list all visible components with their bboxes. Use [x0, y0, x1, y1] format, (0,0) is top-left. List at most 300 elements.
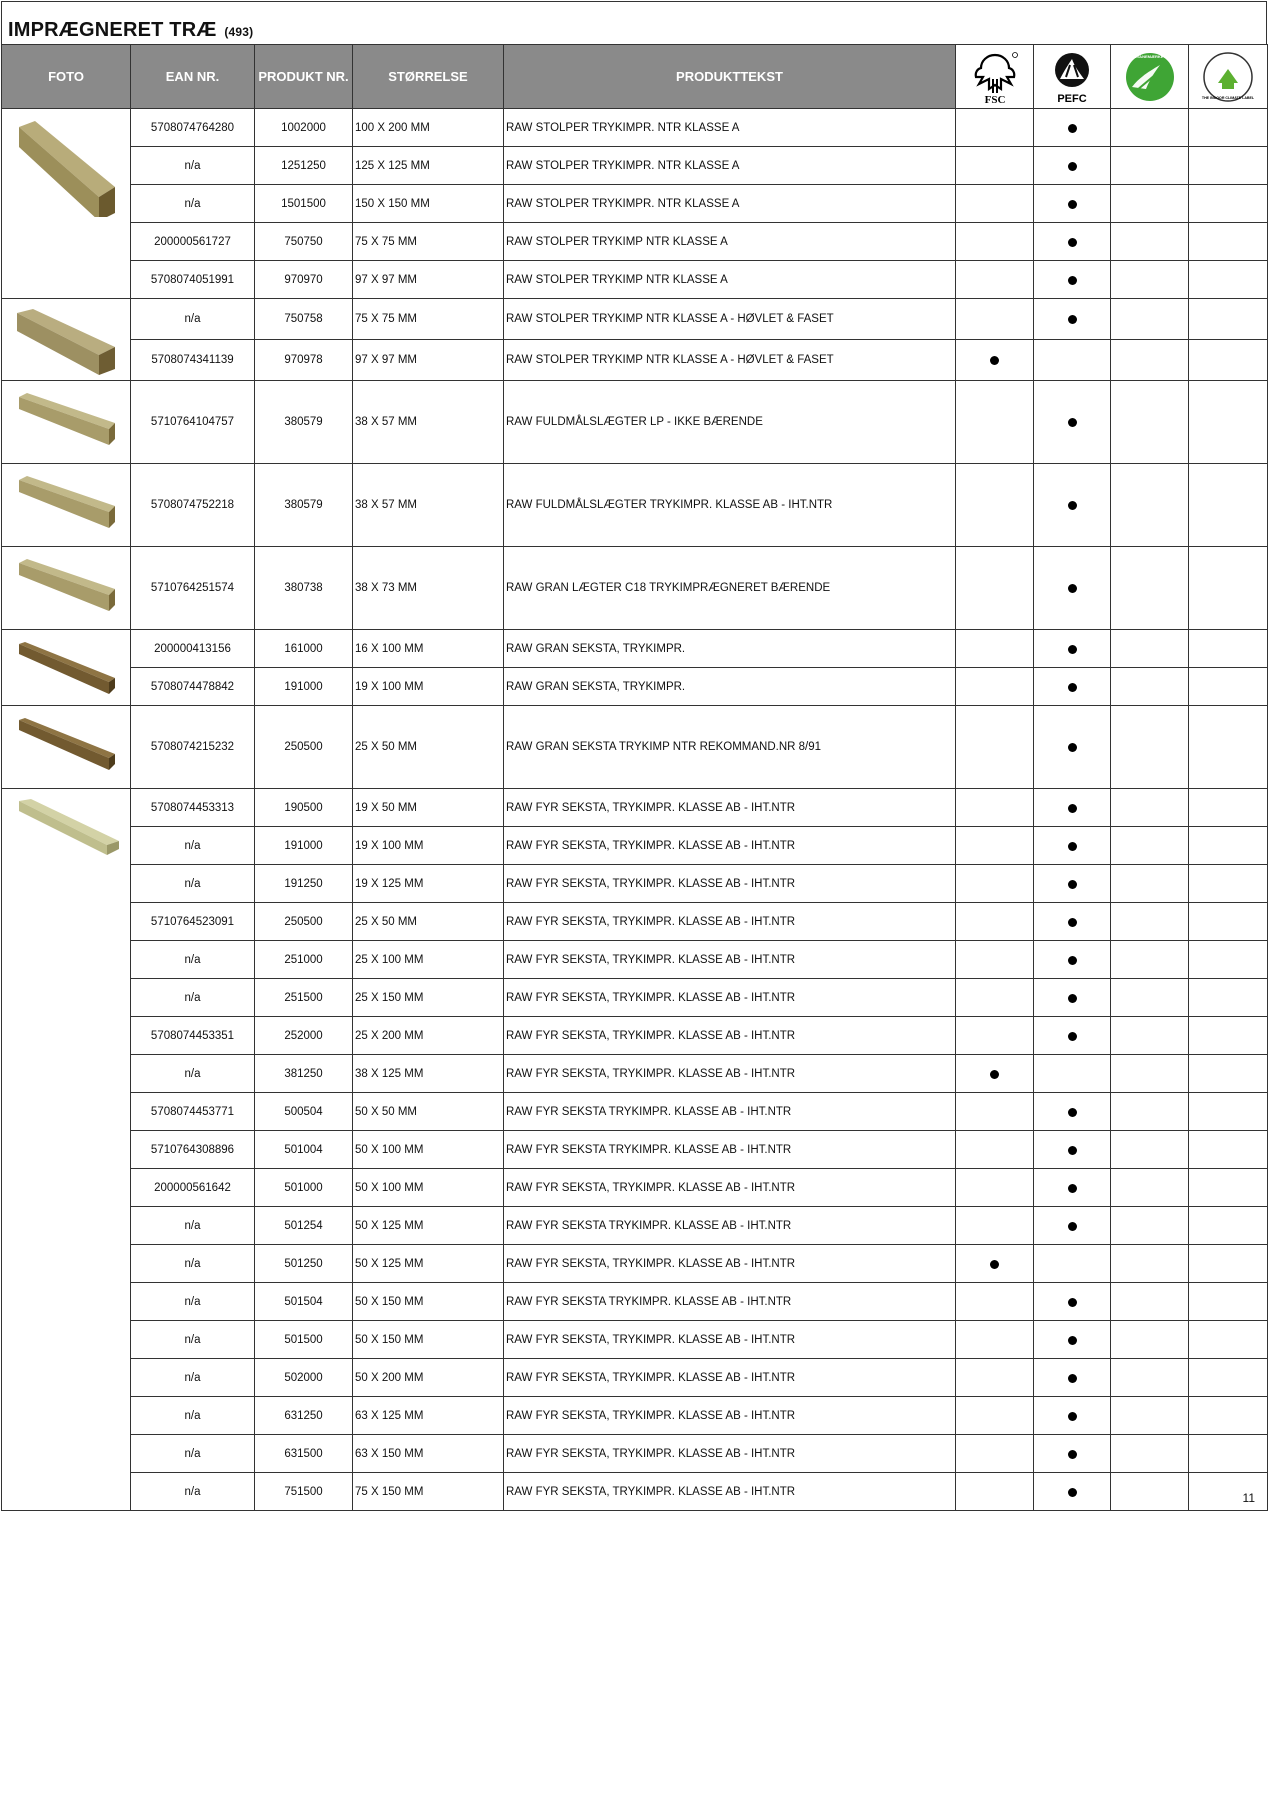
- indoor-cell: [1189, 147, 1268, 185]
- swan-cell: [1111, 1207, 1189, 1245]
- swan-cell: [1111, 1473, 1189, 1511]
- fsc-cell: [956, 185, 1034, 223]
- table-row: [2, 1321, 1268, 1359]
- pefc-cell: [1034, 630, 1111, 668]
- pefc-cell: [1034, 109, 1111, 147]
- text-cell: RAW GRAN SEKSTA, TRYKIMPR.: [504, 668, 956, 706]
- table-row: [2, 1245, 1268, 1283]
- indoor-cell: [1189, 185, 1268, 223]
- fsc-cell: [956, 1131, 1034, 1169]
- swan-cell: [1111, 340, 1189, 381]
- produkt-cell: 191000: [255, 827, 353, 865]
- table-row: [2, 1169, 1268, 1207]
- swan-cell: [1111, 1017, 1189, 1055]
- pefc-cell: [1034, 147, 1111, 185]
- ean-cell: n/a: [131, 865, 255, 903]
- table-row: [2, 381, 1268, 464]
- text-cell: RAW FYR SEKSTA, TRYKIMPR. KLASSE AB - IHT.NTR: [504, 1435, 956, 1473]
- table-row: [2, 1207, 1268, 1245]
- pefc-cell: [1034, 789, 1111, 827]
- indoor-cell: [1189, 299, 1268, 340]
- text-cell: RAW FYR SEKSTA, TRYKIMPR. KLASSE AB - IHT.NTR: [504, 1397, 956, 1435]
- size-cell: 75 X 75 MM: [353, 223, 504, 261]
- produkt-cell: 161000: [255, 630, 353, 668]
- swan-cell: [1111, 827, 1189, 865]
- pefc-cell: [1034, 1283, 1111, 1321]
- produkt-cell: 191250: [255, 865, 353, 903]
- swan-cell: [1111, 979, 1189, 1017]
- pefc-cell: [1034, 668, 1111, 706]
- product-photo: [2, 706, 131, 789]
- pefc-cell: [1034, 706, 1111, 789]
- header-row: [2, 45, 1268, 109]
- produkt-cell: 501500: [255, 1321, 353, 1359]
- size-cell: 19 X 100 MM: [353, 827, 504, 865]
- product-sheet: [1, 1, 1267, 1511]
- header-swan: [1111, 45, 1189, 109]
- size-cell: 100 X 200 MM: [353, 109, 504, 147]
- table-row: [2, 1397, 1268, 1435]
- pefc-cell: [1034, 1055, 1111, 1093]
- produkt-cell: 250500: [255, 903, 353, 941]
- text-cell: RAW FYR SEKSTA, TRYKIMPR. KLASSE AB - IHT.NTR: [504, 1017, 956, 1055]
- produkt-cell: 501504: [255, 1283, 353, 1321]
- ean-cell: 5708074764280: [131, 109, 255, 147]
- text-cell: RAW FYR SEKSTA, TRYKIMPR. KLASSE AB - IHT.NTR: [504, 789, 956, 827]
- table-row: [2, 1055, 1268, 1093]
- produkt-cell: 191000: [255, 668, 353, 706]
- produkt-cell: 750758: [255, 299, 353, 340]
- certified-dot-icon: [1068, 418, 1077, 427]
- table-row: [2, 1473, 1268, 1511]
- table-row: [2, 789, 1268, 827]
- swan-cell: [1111, 1131, 1189, 1169]
- size-cell: 25 X 50 MM: [353, 903, 504, 941]
- indoor-cell: [1189, 789, 1268, 827]
- pefc-cell: [1034, 1245, 1111, 1283]
- swan-cell: [1111, 706, 1189, 789]
- text-cell: RAW FYR SEKSTA TRYKIMPR. KLASSE AB - IHT.NTR: [504, 1207, 956, 1245]
- size-cell: 97 X 97 MM: [353, 340, 504, 381]
- swan-cell: [1111, 1055, 1189, 1093]
- ean-cell: 5708074341139: [131, 340, 255, 381]
- indoor-cell: [1189, 827, 1268, 865]
- certified-dot-icon: [1068, 501, 1077, 510]
- fsc-cell: [956, 223, 1034, 261]
- indoor-cell: [1189, 1169, 1268, 1207]
- ean-cell: 200000561727: [131, 223, 255, 261]
- indoor-cell: [1189, 706, 1268, 789]
- size-cell: 97 X 97 MM: [353, 261, 504, 299]
- fsc-cell: [956, 299, 1034, 340]
- certified-dot-icon: [1068, 1146, 1077, 1155]
- size-cell: 63 X 150 MM: [353, 1435, 504, 1473]
- certified-dot-icon: [1068, 994, 1077, 1003]
- indoor-climate-label-icon: [1200, 49, 1256, 105]
- fsc-cell: [956, 547, 1034, 630]
- ean-cell: n/a: [131, 1473, 255, 1511]
- pefc-logo-icon: [1044, 49, 1100, 105]
- fsc-cell: [956, 109, 1034, 147]
- spruce-board-photo: [11, 689, 121, 701]
- size-cell: 38 X 73 MM: [353, 547, 504, 630]
- ean-cell: n/a: [131, 147, 255, 185]
- swan-logo-text: SVANEMÆRKET: [1133, 53, 1166, 59]
- indoor-cell: [1189, 668, 1268, 706]
- text-cell: RAW GRAN SEKSTA TRYKIMP NTR REKOMMAND.NR 8/91: [504, 706, 956, 789]
- text-cell: RAW FULDMÅLSLÆGTER TRYKIMPR. KLASSE AB - IHT.NTR: [504, 464, 956, 547]
- indoor-cell: [1189, 865, 1268, 903]
- table-row: [2, 185, 1268, 223]
- produkt-cell: 380738: [255, 547, 353, 630]
- table-row: [2, 903, 1268, 941]
- fsc-cell: [956, 865, 1034, 903]
- square-post-photo: [11, 208, 121, 220]
- size-cell: 25 X 50 MM: [353, 706, 504, 789]
- pefc-cell: [1034, 1435, 1111, 1473]
- fsc-cell: [956, 1017, 1034, 1055]
- fsc-cell: [956, 1321, 1034, 1359]
- pefc-cell: [1034, 1321, 1111, 1359]
- text-cell: RAW STOLPER TRYKIMP NTR KLASSE A: [504, 261, 956, 299]
- ean-cell: 5708074453351: [131, 1017, 255, 1055]
- size-cell: 50 X 50 MM: [353, 1093, 504, 1131]
- table-row: [2, 299, 1268, 340]
- swan-cell: [1111, 223, 1189, 261]
- indoor-cell: [1189, 1245, 1268, 1283]
- text-cell: RAW STOLPER TRYKIMP NTR KLASSE A - HØVLET & FASET: [504, 299, 956, 340]
- pefc-cell: [1034, 547, 1111, 630]
- table-row: [2, 109, 1268, 147]
- ean-cell: n/a: [131, 1359, 255, 1397]
- certified-dot-icon: [1068, 804, 1077, 813]
- indoor-cell: [1189, 223, 1268, 261]
- title-text: IMPRÆGNERET TRÆ: [8, 19, 217, 41]
- text-cell: RAW FYR SEKSTA TRYKIMPR. KLASSE AB - IHT.NTR: [504, 1131, 956, 1169]
- produkt-cell: 751500: [255, 1473, 353, 1511]
- table-row: [2, 1017, 1268, 1055]
- table-row: [2, 1435, 1268, 1473]
- size-cell: 150 X 150 MM: [353, 185, 504, 223]
- ean-cell: 5708074453313: [131, 789, 255, 827]
- ean-cell: n/a: [131, 1245, 255, 1283]
- pefc-logo-text: PEFC: [1057, 92, 1087, 105]
- indoor-cell: [1189, 1093, 1268, 1131]
- text-cell: RAW STOLPER TRYKIMPR. NTR KLASSE A: [504, 185, 956, 223]
- indoor-cell: [1189, 464, 1268, 547]
- indoor-cell: [1189, 1321, 1268, 1359]
- pefc-cell: [1034, 865, 1111, 903]
- size-cell: 19 X 50 MM: [353, 789, 504, 827]
- indoor-cell: [1189, 903, 1268, 941]
- ean-cell: 5710764251574: [131, 547, 255, 630]
- fsc-cell: [956, 261, 1034, 299]
- header-indoor-climate: [1189, 45, 1268, 109]
- swan-cell: [1111, 668, 1189, 706]
- pefc-cell: [1034, 299, 1111, 340]
- fsc-logo-icon: [967, 49, 1023, 105]
- batten-photo: [11, 606, 121, 618]
- product-photo: [2, 109, 131, 299]
- text-cell: RAW FYR SEKSTA, TRYKIMPR. KLASSE AB - IHT.NTR: [504, 827, 956, 865]
- pefc-cell: [1034, 340, 1111, 381]
- size-cell: 38 X 125 MM: [353, 1055, 504, 1093]
- certified-dot-icon: [1068, 645, 1077, 654]
- produkt-cell: 380579: [255, 381, 353, 464]
- fsc-cell: [956, 340, 1034, 381]
- fsc-cell: [956, 979, 1034, 1017]
- indoor-cell: [1189, 1207, 1268, 1245]
- indoor-cell: [1189, 261, 1268, 299]
- table-row: [2, 1359, 1268, 1397]
- text-cell: RAW FULDMÅLSLÆGTER LP - IKKE BÆRENDE: [504, 381, 956, 464]
- ean-cell: n/a: [131, 299, 255, 340]
- swan-cell: [1111, 1321, 1189, 1359]
- pefc-cell: [1034, 185, 1111, 223]
- size-cell: 16 X 100 MM: [353, 630, 504, 668]
- size-cell: 50 X 200 MM: [353, 1359, 504, 1397]
- indoor-cell: [1189, 941, 1268, 979]
- header-produkttekst: PRODUKTTEKST: [504, 45, 956, 109]
- produkt-cell: 381250: [255, 1055, 353, 1093]
- size-cell: 63 X 125 MM: [353, 1397, 504, 1435]
- indoor-cell: [1189, 1017, 1268, 1055]
- table-row: [2, 147, 1268, 185]
- text-cell: RAW FYR SEKSTA TRYKIMPR. KLASSE AB - IHT.NTR: [504, 1283, 956, 1321]
- swan-cell: [1111, 1397, 1189, 1435]
- indoor-cell: [1189, 1435, 1268, 1473]
- text-cell: RAW FYR SEKSTA, TRYKIMPR. KLASSE AB - IHT.NTR: [504, 1169, 956, 1207]
- table-row: [2, 1131, 1268, 1169]
- pine-board-photo: [11, 858, 121, 870]
- text-cell: RAW STOLPER TRYKIMPR. NTR KLASSE A: [504, 147, 956, 185]
- produkt-cell: 970978: [255, 340, 353, 381]
- produkt-cell: 380579: [255, 464, 353, 547]
- size-cell: 25 X 100 MM: [353, 941, 504, 979]
- certified-dot-icon: [1068, 315, 1077, 324]
- certified-dot-icon: [1068, 842, 1077, 851]
- indoor-cell: [1189, 1473, 1268, 1511]
- pefc-cell: [1034, 1169, 1111, 1207]
- certified-dot-icon: [1068, 1488, 1077, 1497]
- product-photo: [2, 789, 131, 1511]
- certified-dot-icon: [1068, 1450, 1077, 1459]
- certified-dot-icon: [1068, 918, 1077, 927]
- ean-cell: n/a: [131, 1435, 255, 1473]
- certified-dot-icon: [1068, 124, 1077, 133]
- table-row: [2, 630, 1268, 668]
- certified-dot-icon: [1068, 1374, 1077, 1383]
- header-pefc: [1034, 45, 1111, 109]
- certified-dot-icon: [1068, 200, 1077, 209]
- size-cell: 125 X 125 MM: [353, 147, 504, 185]
- swan-cell: [1111, 547, 1189, 630]
- indoor-cell: [1189, 1283, 1268, 1321]
- pefc-cell: [1034, 381, 1111, 464]
- ean-cell: 5710764104757: [131, 381, 255, 464]
- swan-cell: [1111, 941, 1189, 979]
- swan-cell: [1111, 630, 1189, 668]
- swan-cell: [1111, 1093, 1189, 1131]
- page-title: [8, 19, 253, 42]
- certified-dot-icon: [1068, 276, 1077, 285]
- size-cell: 19 X 125 MM: [353, 865, 504, 903]
- size-cell: 50 X 100 MM: [353, 1131, 504, 1169]
- certified-dot-icon: [1068, 1032, 1077, 1041]
- text-cell: RAW FYR SEKSTA, TRYKIMPR. KLASSE AB - IHT.NTR: [504, 941, 956, 979]
- table-row: [2, 547, 1268, 630]
- certified-dot-icon: [1068, 683, 1077, 692]
- ean-cell: n/a: [131, 979, 255, 1017]
- title-count: (493): [224, 25, 254, 39]
- certified-dot-icon: [990, 1070, 999, 1079]
- indoor-cell: [1189, 109, 1268, 147]
- table-row: [2, 261, 1268, 299]
- header-fsc: [956, 45, 1034, 109]
- size-cell: 19 X 100 MM: [353, 668, 504, 706]
- fsc-logo-text: FSC: [984, 93, 1005, 105]
- size-cell: 25 X 150 MM: [353, 979, 504, 1017]
- size-cell: 38 X 57 MM: [353, 464, 504, 547]
- pefc-cell: [1034, 1017, 1111, 1055]
- pefc-cell: [1034, 941, 1111, 979]
- pefc-cell: [1034, 979, 1111, 1017]
- ean-cell: 5708074215232: [131, 706, 255, 789]
- swan-cell: [1111, 147, 1189, 185]
- product-photo: [2, 299, 131, 381]
- ean-cell: 5710764308896: [131, 1131, 255, 1169]
- swan-cell: [1111, 464, 1189, 547]
- fsc-cell: [956, 1207, 1034, 1245]
- text-cell: RAW STOLPER TRYKIMP NTR KLASSE A: [504, 223, 956, 261]
- ean-cell: 5708074478842: [131, 668, 255, 706]
- certified-dot-icon: [1068, 743, 1077, 752]
- fsc-cell: [956, 1359, 1034, 1397]
- table-row: [2, 865, 1268, 903]
- produkt-cell: 1501500: [255, 185, 353, 223]
- fsc-cell: [956, 147, 1034, 185]
- produkt-cell: 250500: [255, 706, 353, 789]
- text-cell: RAW STOLPER TRYKIMPR. NTR KLASSE A: [504, 109, 956, 147]
- swan-cell: [1111, 1245, 1189, 1283]
- certified-dot-icon: [990, 1260, 999, 1269]
- size-cell: 75 X 150 MM: [353, 1473, 504, 1511]
- certified-dot-icon: [1068, 880, 1077, 889]
- product-photo: [2, 464, 131, 547]
- ean-cell: n/a: [131, 185, 255, 223]
- pefc-cell: [1034, 1359, 1111, 1397]
- header-ean: EAN NR.: [131, 45, 255, 109]
- product-table: [1, 44, 1268, 1511]
- swan-cell: [1111, 1359, 1189, 1397]
- ean-cell: n/a: [131, 1283, 255, 1321]
- fsc-cell: [956, 1283, 1034, 1321]
- produkt-cell: 631250: [255, 1397, 353, 1435]
- spruce-board-photo: [11, 765, 121, 777]
- header-foto: FOTO: [2, 45, 131, 109]
- text-cell: RAW FYR SEKSTA, TRYKIMPR. KLASSE AB - IHT.NTR: [504, 1359, 956, 1397]
- produkt-cell: 501254: [255, 1207, 353, 1245]
- ean-cell: n/a: [131, 827, 255, 865]
- text-cell: RAW FYR SEKSTA, TRYKIMPR. KLASSE AB - IHT.NTR: [504, 1245, 956, 1283]
- indoor-cell: [1189, 1397, 1268, 1435]
- pefc-cell: [1034, 1093, 1111, 1131]
- swan-cell: [1111, 1169, 1189, 1207]
- produkt-cell: 190500: [255, 789, 353, 827]
- indoor-cell: [1189, 340, 1268, 381]
- size-cell: 50 X 150 MM: [353, 1283, 504, 1321]
- indoor-cell: [1189, 979, 1268, 1017]
- table-row: [2, 979, 1268, 1017]
- produkt-cell: 251500: [255, 979, 353, 1017]
- pefc-cell: [1034, 1131, 1111, 1169]
- fsc-cell: [956, 941, 1034, 979]
- product-photo: [2, 547, 131, 630]
- header-produkt: PRODUKT NR.: [255, 45, 353, 109]
- table-row: [2, 1283, 1268, 1321]
- fsc-cell: [956, 903, 1034, 941]
- produkt-cell: 631500: [255, 1435, 353, 1473]
- fsc-cell: [956, 706, 1034, 789]
- produkt-cell: 500504: [255, 1093, 353, 1131]
- produkt-cell: 750750: [255, 223, 353, 261]
- nordic-swan-icon: [1122, 49, 1178, 105]
- fsc-cell: [956, 1473, 1034, 1511]
- indoor-cell: [1189, 1131, 1268, 1169]
- title-bar: [1, 1, 1267, 44]
- certified-dot-icon: [1068, 1222, 1077, 1231]
- fsc-cell: [956, 630, 1034, 668]
- swan-cell: [1111, 261, 1189, 299]
- text-cell: RAW FYR SEKSTA, TRYKIMPR. KLASSE AB - IHT.NTR: [504, 865, 956, 903]
- fsc-cell: [956, 1169, 1034, 1207]
- fsc-cell: [956, 1435, 1034, 1473]
- text-cell: RAW GRAN SEKSTA, TRYKIMPR.: [504, 630, 956, 668]
- produkt-cell: 970970: [255, 261, 353, 299]
- table-row: [2, 941, 1268, 979]
- batten-photo: [11, 440, 121, 452]
- indoor-cell: [1189, 1055, 1268, 1093]
- indoor-cell: [1189, 547, 1268, 630]
- text-cell: RAW FYR SEKSTA, TRYKIMPR. KLASSE AB - IHT.NTR: [504, 1473, 956, 1511]
- text-cell: RAW STOLPER TRYKIMP NTR KLASSE A - HØVLET & FASET: [504, 340, 956, 381]
- planed-post-photo: [11, 368, 121, 380]
- produkt-cell: 501250: [255, 1245, 353, 1283]
- pefc-cell: [1034, 1207, 1111, 1245]
- certified-dot-icon: [1068, 1298, 1077, 1307]
- page-number: 11: [1242, 1491, 1255, 1505]
- text-cell: RAW FYR SEKSTA, TRYKIMPR. KLASSE AB - IHT.NTR: [504, 903, 956, 941]
- indoor-cell: [1189, 630, 1268, 668]
- produkt-cell: 501000: [255, 1169, 353, 1207]
- fsc-cell: [956, 1093, 1034, 1131]
- pefc-cell: [1034, 261, 1111, 299]
- size-cell: 75 X 75 MM: [353, 299, 504, 340]
- fsc-cell: [956, 668, 1034, 706]
- pefc-cell: [1034, 827, 1111, 865]
- pefc-cell: [1034, 223, 1111, 261]
- certified-dot-icon: [1068, 956, 1077, 965]
- ean-cell: 5708074051991: [131, 261, 255, 299]
- swan-cell: [1111, 865, 1189, 903]
- certified-dot-icon: [1068, 1412, 1077, 1421]
- table-row: [2, 706, 1268, 789]
- swan-cell: [1111, 903, 1189, 941]
- indoor-logo-text: THE INDOOR CLIMATE LABEL: [1201, 95, 1255, 100]
- fsc-cell: [956, 789, 1034, 827]
- fsc-cell: [956, 464, 1034, 547]
- certified-dot-icon: [1068, 584, 1077, 593]
